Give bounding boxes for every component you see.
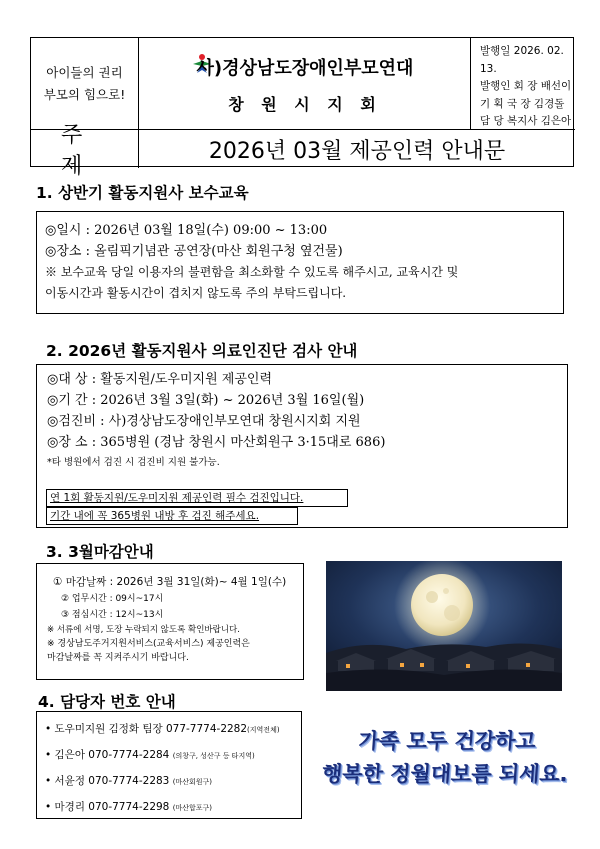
header-table (30, 37, 574, 179)
s2-cost: ◎검진비 : 사)경상남도장애인부모연대 창원시지회 지원 (47, 414, 361, 429)
contact-item (45, 795, 301, 821)
full-moon-illustration (326, 561, 562, 691)
s1-note-2: 이동시간과 활동시간이 겹치지 않도록 주의 부탁드립니다. (45, 286, 347, 300)
branch-name: 창 원 시 지 회 (228, 95, 382, 114)
contact-item (45, 717, 301, 743)
s3-note-1: ※ 서류에 서명, 도장 누락되지 않도록 확인바랍니다. (47, 625, 240, 635)
slogan-line-1: 아이들의 권리 (46, 64, 123, 80)
section-1-title: 1. 상반기 활동지원사 보수교육 (36, 184, 249, 202)
meta-issue-date: 발행일 2026. 02. 13. (480, 45, 564, 75)
subject-title: 2026년 03월 제공인력 안내문 (208, 138, 506, 164)
slogan-cell (31, 38, 139, 130)
greeting-message (316, 725, 577, 791)
s1-date: ◎일시 : 2026년 03월 18일(수) 09:00 ~ 13:00 (45, 223, 328, 238)
s2-place: ◎장 소 : 365병원 (경남 창원시 마산회원구 3·15대로 686) (47, 435, 386, 450)
contact-text: • 서윤정 070-7774-2283 (45, 775, 170, 787)
s3-lunch: ③ 점심시간 : 12시~13시 (61, 610, 164, 620)
s3-deadline: ① 마감날짜 : 2026년 3월 31일(화)~ 4월 1일(수) (53, 576, 287, 588)
s1-place: ◎장소 : 올림픽기념관 공연장(마산 회원구청 옆건물) (45, 244, 343, 259)
s2-highlight-2: 기간 내에 꼭 365병원 내방 후 검진 해주세요. (46, 507, 298, 525)
contact-item (45, 769, 301, 795)
contact-item (45, 743, 301, 769)
s2-target: ◎대 상 : 활동지원/도우미지원 제공인력 (47, 372, 273, 387)
section-3-box (36, 563, 304, 680)
contact-text: • 마경리 070-7774-2298 (45, 801, 170, 813)
section-4-box (36, 711, 302, 819)
section-4-title: 4. 담당자 번호 안내 (38, 693, 176, 711)
greeting-line-2: 행복한 정월대보름 되세요. (321, 762, 569, 786)
section-2-title: 2. 2026년 활동지원사 의료인진단 검사 안내 (46, 342, 358, 360)
section-1-box (36, 211, 564, 314)
meta-publisher: 발행인 회 장 배선이 (480, 80, 572, 92)
s3-hours: ② 업무시간 : 09시~17시 (61, 594, 164, 604)
org-cell (139, 38, 471, 130)
contact-area: (마산회원구) (172, 778, 212, 786)
s2-note: *타 병원에서 검진 시 검진비 지원 불가능. (47, 457, 220, 468)
s2-period: ◎기 간 : 2026년 3월 3일(화) ~ 2026년 3월 16일(월) (47, 393, 365, 408)
s3-note-3: 마감날짜를 꼭 지켜주시기 바랍니다. (47, 653, 189, 663)
contact-text: • 도우미지원 김정화 팀장 077-7774-2282 (45, 723, 248, 735)
section-3-title: 3. 3월마감안내 (46, 543, 154, 561)
s2-highlight-1: 연 1회 활동지원/도우미지원 제공인력 필수 검진입니다. (46, 489, 348, 507)
subject-label: 주 제 (31, 130, 139, 168)
contact-area: (마산합포구) (172, 804, 212, 812)
contact-area: (의창구, 성산구 등 타지역) (172, 752, 255, 760)
meta-contact: 담 당 복지사 김은아 (480, 115, 572, 127)
greeting-line-1: 가족 모두 건강하고 (357, 729, 537, 753)
contact-text: • 김은아 070-7774-2284 (45, 749, 170, 761)
meta-planner: 기 획 국 장 김경돌 (480, 97, 565, 110)
slogan-line-2: 부모의 힘으로! (43, 86, 126, 102)
s3-note-2: ※ 경상남도주거지원서비스(교육서비스) 제공인력은 (47, 639, 250, 649)
contact-area: (지역전체) (247, 726, 280, 734)
s1-note-1: ※ 보수교육 당일 이용자의 불편함을 최소화할 수 있도록 해주시고, 교육시간 및 (45, 265, 459, 279)
org-name: 사)경상남도장애인부모연대 (196, 58, 414, 79)
meta-cell (471, 38, 575, 130)
